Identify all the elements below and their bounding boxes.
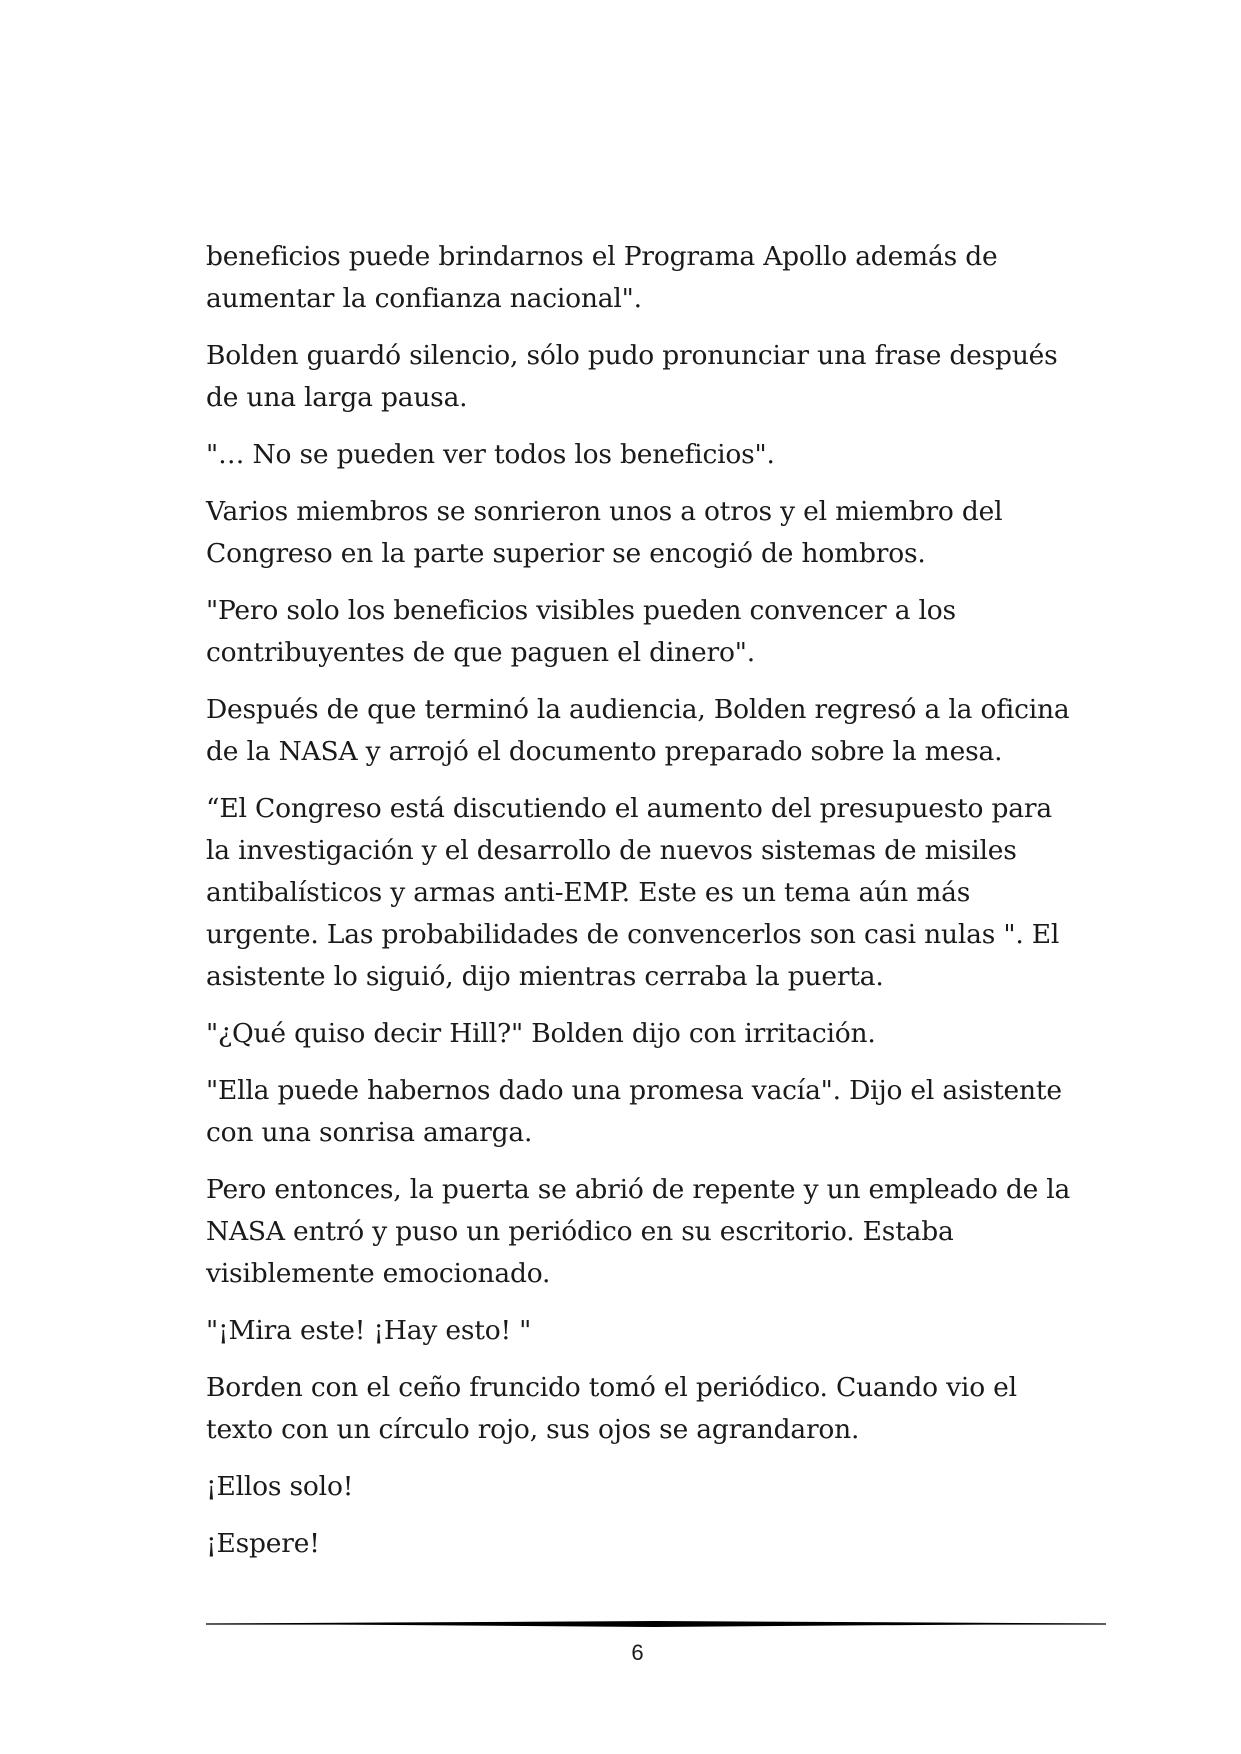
paragraph: "¡Mira este! ¡Hay esto! " [206,1315,532,1346]
paragraph: ¡Ellos solo! [206,1471,354,1502]
paragraph: beneficios puede brindarnos el Programa Apollo además de aumentar la confianza nacional". [206,241,998,314]
paragraph: "¿Qué quiso decir Hill?" Bolden dijo con irritación. [206,1018,876,1049]
paragraph: Después de que terminó la audiencia, Bolden regresó a la oficina de la NASA y arrojó el documento preparado sobre la mesa. [206,694,1070,767]
paragraph: "Ella puede habernos dado una promesa vacía". Dijo el asistente con una sonrisa amarga. [206,1075,1062,1148]
paragraph: “El Congreso está discutiendo el aumento del presupuesto para la investigación y el desarrollo de nuevos sistemas de misiles antibalísticos y armas anti-EMP. Este es un tema aún más urgente. Las probabilidades de convencerlos son casi nulas ". El asistente lo siguió, dijo mientras cerraba la puerta. [206,793,1060,992]
footer-divider [206,1618,1106,1630]
body-text [206,236,1076,1580]
paragraph: Pero entonces, la puerta se abrió de repente y un empleado de la NASA entró y puso un periódico en su escritorio. Estaba visiblemente emocionado. [206,1174,1071,1289]
page-number: 6 [631,1640,644,1665]
paragraph: ¡Espere! [206,1528,320,1559]
paragraph: "… No se pueden ver todos los beneficios". [206,439,775,470]
paragraph: Bolden guardó silencio, sólo pudo pronunciar una frase después de una larga pausa. [206,340,1058,413]
paragraph: Borden con el ceño fruncido tomó el periódico. Cuando vio el texto con un círculo rojo, sus ojos se agrandaron. [206,1372,1017,1445]
paragraph: Varios miembros se sonrieron unos a otros y el miembro del Congreso en la parte superior se encogió de hombros. [206,496,1003,569]
paragraph: "Pero solo los beneficios visibles pueden convencer a los contribuyentes de que paguen el dinero". [206,595,956,668]
